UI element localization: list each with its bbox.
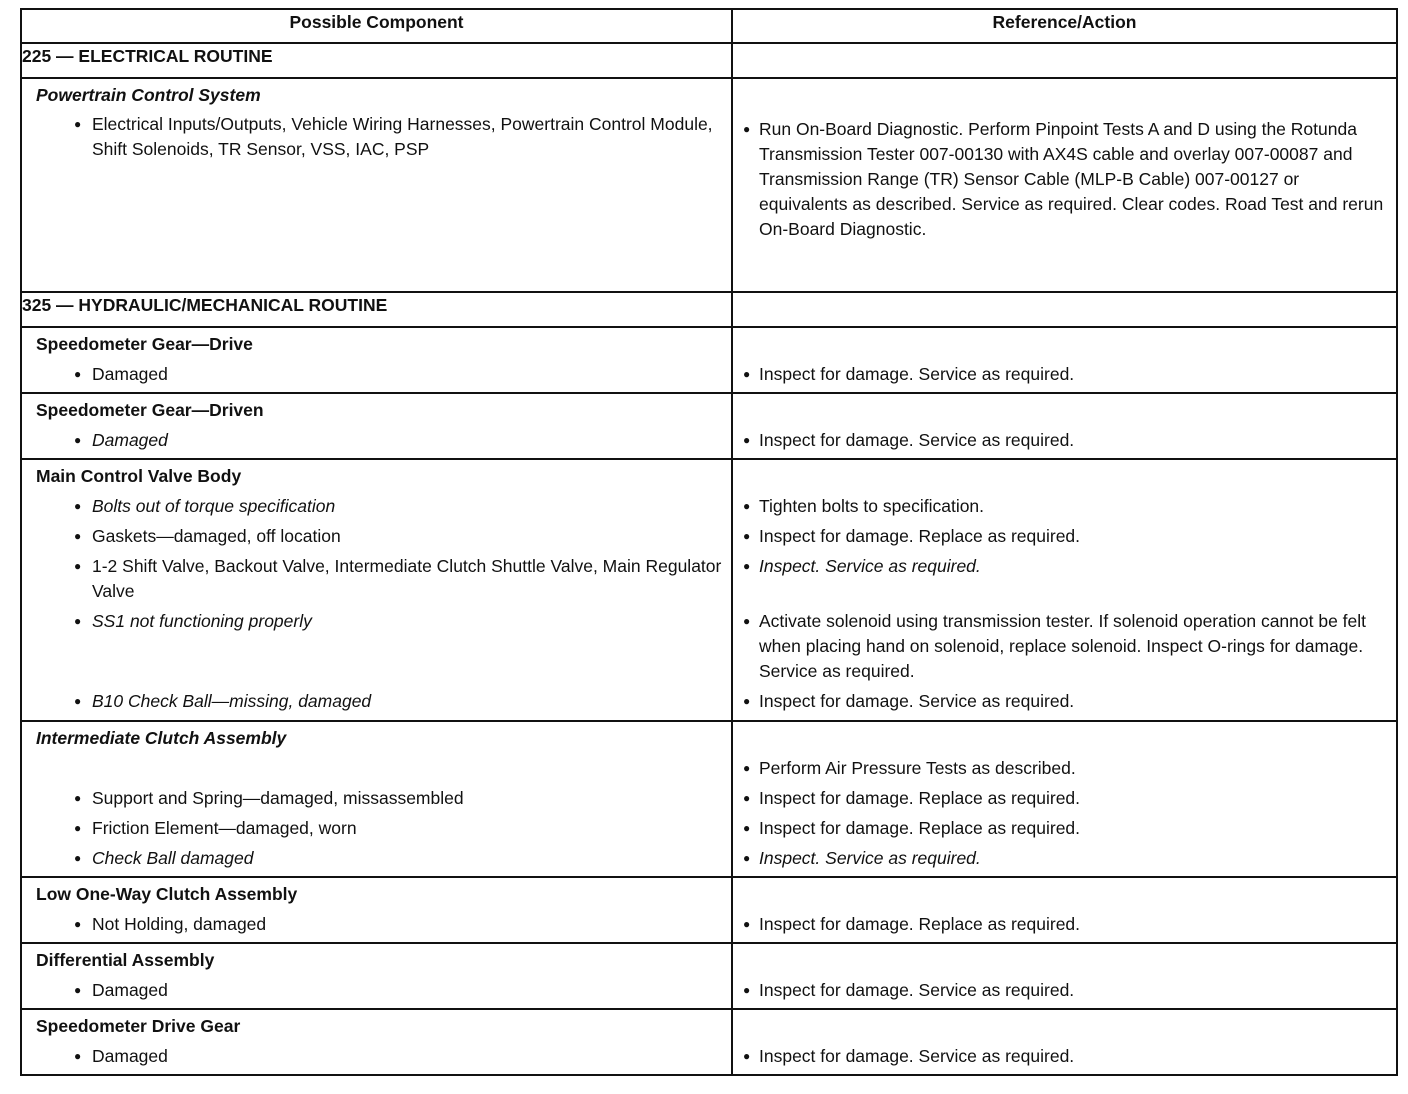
action-item: ● Inspect for damage. Service as required. (733, 1044, 1396, 1069)
component-item: ● B10 Check Ball—missing, damaged (22, 689, 731, 714)
component-item: ● Damaged (22, 1044, 731, 1069)
component-cell (21, 78, 732, 292)
component-title: Intermediate Clutch Assembly (36, 728, 287, 748)
component-item: ● Damaged (22, 362, 731, 387)
action-item: ● Inspect for damage. Service as required. (733, 428, 1396, 453)
component-title: Powertrain Control System (36, 85, 261, 105)
component-cell (21, 877, 732, 943)
action-item: ● Inspect for damage. Replace as required. (733, 786, 1396, 811)
component-item: ● Not Holding, damaged (22, 912, 731, 937)
action-item: ● Tighten bolts to specification. (733, 494, 1396, 519)
component-item: ● Check Ball damaged (22, 846, 731, 871)
section-row (21, 43, 1397, 78)
action-cell (732, 78, 1397, 292)
component-item: ● Bolts out of torque specification (22, 494, 731, 519)
table-row (21, 1009, 1397, 1075)
action-item: ● Inspect for damage. Replace as required. (733, 912, 1396, 937)
component-item: ● 1-2 Shift Valve, Backout Valve, Intermediate Clutch Shuttle Valve, Main Regulator Valve (22, 554, 731, 604)
table-row (21, 459, 1397, 721)
action-item: ● Inspect for damage. Service as required. (733, 689, 1396, 714)
action-item: ● Inspect for damage. Service as required. (733, 362, 1396, 387)
component-cell (21, 721, 732, 877)
table-row (21, 943, 1397, 1009)
component-item: ● Gaskets—damaged, off location (22, 524, 731, 549)
section-empty-cell (732, 43, 1397, 78)
component-item: ● Damaged (22, 978, 731, 1003)
component-cell (21, 1009, 732, 1075)
component-item: ● Damaged (22, 428, 731, 453)
col-header-action: Reference/Action (732, 9, 1397, 43)
action-item: ● Activate solenoid using transmission tester. If solenoid operation cannot be felt when placing hand on solenoid, replace solenoid. Inspect O-rings for damage. Service as required. (733, 609, 1396, 684)
action-cell (732, 327, 1397, 393)
diagnosis-table (20, 8, 1398, 1076)
component-cell (21, 459, 732, 721)
action-item: ● Inspect for damage. Replace as required. (733, 816, 1396, 841)
action-cell (732, 943, 1397, 1009)
action-cell (732, 721, 1397, 877)
component-title: Differential Assembly (36, 950, 215, 970)
table-row (21, 327, 1397, 393)
table-row (21, 721, 1397, 877)
action-item: ● Run On-Board Diagnostic. Perform Pinpoint Tests A and D using the Rotunda Transmission Tester 007-00130 with AX4S cable and overlay 007-00087 and Transmission Range (TR) Sensor Cable (MLP-B Cable) 007-00127 or equivalents as described. Service as required. Clear codes. Road Test and rerun On-Board Diagnostic. (733, 117, 1396, 242)
action-item: ● Inspect for damage. Service as required. (733, 978, 1396, 1003)
component-item: ● SS1 not functioning properly (22, 609, 731, 634)
action-item: ● Inspect. Service as required. (733, 554, 1396, 579)
header-row (21, 9, 1397, 43)
table-row (21, 877, 1397, 943)
action-item: ● Perform Air Pressure Tests as described. (733, 756, 1396, 781)
component-item: ● Friction Element—damaged, worn (22, 816, 731, 841)
action-item: ● Inspect for damage. Replace as required. (733, 524, 1396, 549)
action-cell (732, 393, 1397, 459)
action-cell (732, 877, 1397, 943)
section-empty-cell (732, 292, 1397, 327)
action-cell (732, 459, 1397, 721)
component-item: ● Electrical Inputs/Outputs, Vehicle Wiring Harnesses, Powertrain Control Module, Shift Solenoids, TR Sensor, VSS, IAC, PSP (22, 112, 731, 162)
component-title: Speedometer Drive Gear (36, 1016, 241, 1036)
component-item: ● Support and Spring—damaged, missassembled (22, 786, 731, 811)
table-row (21, 393, 1397, 459)
col-header-component: Possible Component (21, 9, 732, 43)
component-cell (21, 327, 732, 393)
table-row (21, 78, 1397, 292)
component-cell (21, 943, 732, 1009)
section-hydraulic: 325 — HYDRAULIC/MECHANICAL ROUTINE (21, 292, 732, 327)
component-title: Low One-Way Clutch Assembly (36, 884, 298, 904)
action-cell (732, 1009, 1397, 1075)
component-cell (21, 393, 732, 459)
component-title: Speedometer Gear—Driven (36, 400, 264, 420)
component-title: Main Control Valve Body (36, 466, 242, 486)
section-electrical: 225 — ELECTRICAL ROUTINE (21, 43, 732, 78)
action-item: ● Inspect. Service as required. (733, 846, 1396, 871)
section-row (21, 292, 1397, 327)
component-title: Speedometer Gear—Drive (36, 334, 253, 354)
